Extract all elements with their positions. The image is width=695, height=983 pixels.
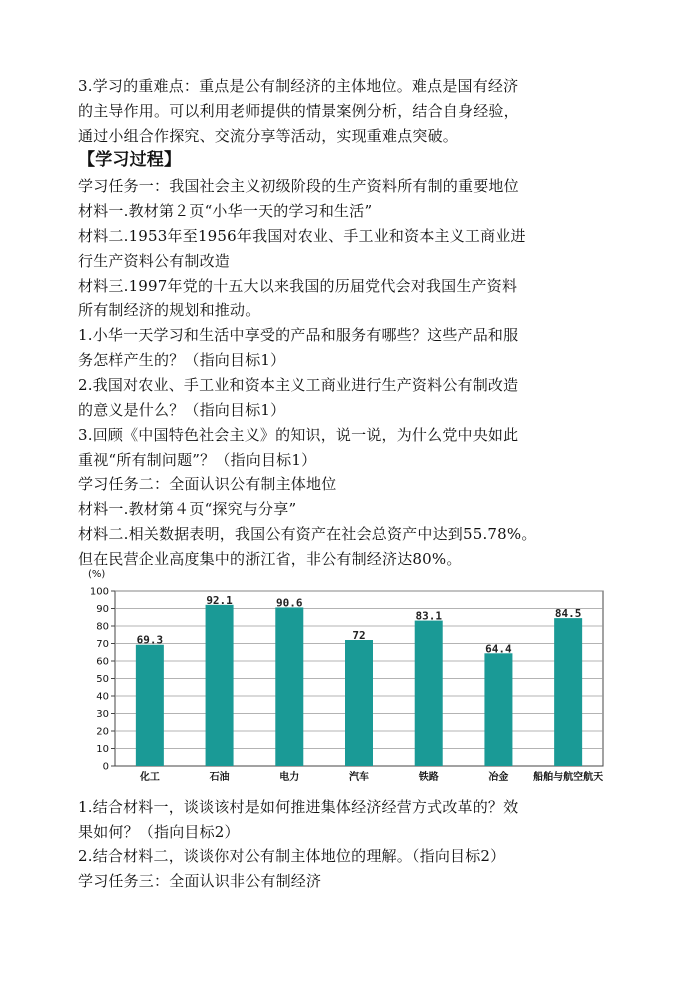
bar	[484, 653, 512, 766]
x-tick-label: 石油	[209, 772, 230, 783]
y-tick-label: 50	[96, 674, 109, 685]
text-line: 1.小华一天学习和生活中享受的产品和服务有哪些？这些产品和服	[78, 326, 519, 344]
text-line: 重视“所有制问题”？（指向目标1）	[78, 451, 317, 469]
text-line: 的意义是什么？（指向目标1）	[78, 401, 286, 419]
y-tick-label: 70	[96, 639, 109, 650]
text-line: 3.学习的重难点：重点是公有制经济的主体地位。难点是国有经济	[78, 77, 519, 95]
data-label: 92.1	[206, 593, 233, 607]
bar	[136, 645, 164, 766]
bar	[275, 607, 303, 766]
y-tick-label: 60	[96, 656, 109, 668]
data-label: 83.1	[415, 609, 442, 623]
y-tick-label: 90	[96, 604, 109, 615]
data-label: 64.4	[485, 642, 512, 656]
text-line: 所有制经济的规划和推动。	[78, 301, 261, 319]
text-line: 2.我国对农业、手工业和资本主义工商业进行生产资料公有制改造	[78, 376, 519, 394]
text-line: 材料三.1997年党的十五大以来我国的历届党代会对我国生产资料	[78, 277, 518, 295]
text-line: 学习任务三：全面认识非公有制经济	[78, 872, 322, 890]
bar	[345, 640, 373, 766]
text-line: 材料一.教材第４页“探究与分享”	[78, 500, 297, 518]
y-tick-label: 80	[96, 621, 109, 633]
y-tick-label: 40	[96, 691, 109, 703]
text-line: 材料二.相关数据表明，我国公有资产在社会总资产中达到55.78%。	[78, 525, 537, 543]
bar	[206, 605, 234, 766]
y-axis-label: (%)	[88, 569, 106, 580]
y-tick-label: 100	[89, 586, 109, 598]
x-tick-label: 化工	[139, 772, 160, 783]
bar-chart	[78, 563, 613, 785]
y-tick-label: 30	[96, 709, 109, 720]
x-tick-label: 汽车	[349, 772, 369, 783]
text-line: 1.结合材料一，谈谈该村是如何推进集体经济经营方式改革的？效	[78, 798, 519, 816]
text-line: 2.结合材料二，谈谈你对公有制主体地位的理解。（指向目标2）	[78, 847, 506, 865]
text-line: 但在民营企业高度集中的浙江省，非公有制经济达80%。	[78, 550, 462, 568]
x-tick-label: 船舶与航空航天	[533, 772, 604, 783]
text-line: 3.回顾《中国特色社会主义》的知识，说一说，为什么党中央如此	[78, 426, 519, 444]
data-label: 84.5	[554, 607, 582, 621]
y-tick-label: 10	[96, 744, 109, 755]
x-tick-label: 冶金	[488, 772, 509, 783]
y-tick-label: 20	[96, 726, 109, 738]
text-line: 通过小组合作探究、交流分享等活动，实现重难点突破。	[78, 127, 459, 145]
text-line: 务怎样产生的？（指向目标1）	[78, 351, 286, 369]
bar	[554, 618, 582, 766]
y-tick-label: 0	[102, 761, 109, 773]
section-heading: 【学习过程】	[78, 150, 182, 170]
data-label: 90.6	[276, 596, 303, 610]
text-line: 学习任务一：我国社会主义初级阶段的生产资料所有制的重要地位	[78, 177, 519, 195]
text-line: 行生产资料公有制改造	[78, 252, 231, 270]
data-label: 69.3	[136, 633, 164, 647]
text-line: 材料一.教材第２页“小华一天的学习和生活”	[78, 202, 373, 220]
bar	[415, 621, 443, 766]
text-line: 果如何？（指向目标2）	[78, 823, 240, 841]
x-tick-label: 铁路	[418, 772, 439, 783]
x-tick-label: 电力	[279, 772, 300, 783]
data-label: 72	[352, 629, 366, 642]
text-line: 材料二.1953年至1956年我国对农业、手工业和资本主义工商业进	[78, 227, 526, 245]
text-line: 的主导作用。可以利用老师提供的情景案例分析，结合自身经验，	[78, 102, 519, 120]
text-line: 学习任务二：全面认识公有制主体地位	[78, 475, 337, 493]
